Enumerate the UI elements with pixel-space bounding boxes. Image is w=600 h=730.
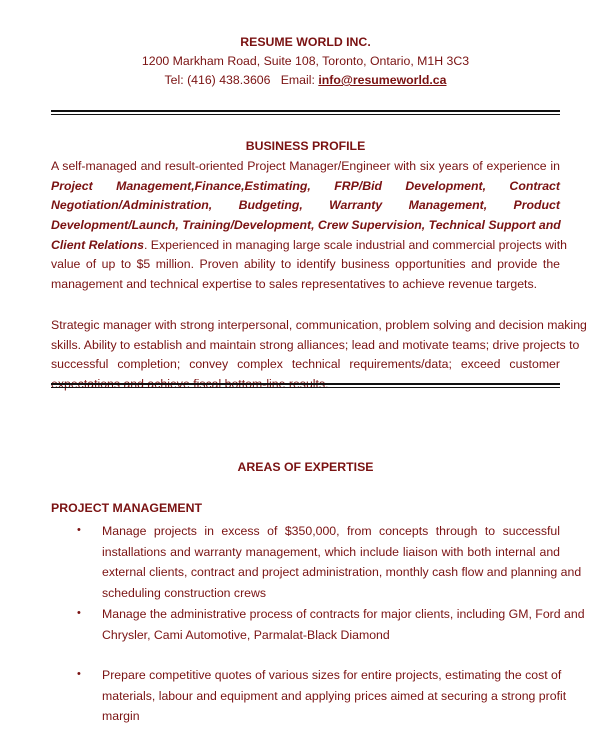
company-name: RESUME WORLD INC. bbox=[240, 35, 371, 49]
contact-line bbox=[51, 73, 560, 87]
text-segment: skills. Ability to establish and maintain strong alliances; lead and motivate teams; drive projects to bbox=[51, 337, 580, 352]
section-divider bbox=[51, 383, 560, 388]
text-segment: Chrysler, Cami Automotive, Parmalat-Black Diamond bbox=[102, 627, 390, 642]
text-segment: materials, labour and equipment and applying prices aimed at securing a strong profit bbox=[102, 688, 567, 703]
paragraph-line bbox=[102, 686, 567, 707]
bullet-icon: • bbox=[77, 668, 81, 680]
paragraph-line bbox=[102, 542, 560, 563]
phone-text: Tel: (416) 438.3606 Email: bbox=[164, 73, 319, 87]
skill-keywords: Negotiation/Administration, Budgeting, Warranty Management, Product bbox=[51, 198, 560, 213]
paragraph-line bbox=[102, 583, 560, 604]
paragraph-line bbox=[51, 196, 560, 216]
project-management-heading: PROJECT MANAGEMENT bbox=[51, 501, 202, 515]
expertise-bullet-item bbox=[102, 521, 582, 603]
paragraph-line bbox=[51, 236, 568, 256]
paragraph-line bbox=[102, 625, 560, 646]
paragraph-line bbox=[51, 275, 560, 295]
paragraph-line bbox=[102, 562, 582, 583]
text-segment: Strategic manager with strong interpersonal, communication, problem solving and decision making bbox=[51, 318, 587, 332]
expertise-bullet-item bbox=[102, 604, 585, 645]
skill-keywords: Development/Launch, Training/Development, Crew Supervision, Technical Support and bbox=[51, 218, 561, 233]
business-profile-heading: BUSINESS PROFILE bbox=[245, 139, 366, 153]
text-segment: Manage projects in excess of $350,000, from concepts through to successful bbox=[102, 524, 560, 538]
text-segment: A self-managed and result-oriented Project Manager/Engineer with six years of experience in bbox=[51, 159, 560, 173]
company-address: 1200 Markham Road, Suite 108, Toronto, Ontario, M1H 3C3 bbox=[141, 54, 470, 68]
paragraph-line bbox=[102, 706, 560, 727]
paragraph-line bbox=[51, 216, 560, 236]
text-segment: value of up to $5 million. Proven ability to identify business opportunities and provide the bbox=[51, 257, 560, 272]
paragraph-line bbox=[102, 521, 560, 542]
skill-keywords: Project Management,Finance,Estimating, FRP/Bid Development, Contract bbox=[51, 178, 560, 193]
paragraph-line bbox=[51, 255, 560, 275]
paragraph-line bbox=[51, 177, 560, 197]
paragraph-line bbox=[102, 604, 585, 625]
text-segment: management and technical expertise to sales representatives to achieve revenue targets. bbox=[51, 277, 538, 292]
paragraph-line bbox=[51, 316, 587, 336]
areas-of-expertise-heading: AREAS OF EXPERTISE bbox=[237, 460, 374, 474]
paragraph-line bbox=[51, 355, 560, 375]
email-link[interactable]: info@resumeworld.ca bbox=[318, 73, 447, 87]
text-segment: . Experienced in managing large scale industrial and commercial projects with bbox=[143, 237, 568, 252]
text-segment: margin bbox=[102, 709, 140, 723]
paragraph-line bbox=[102, 665, 560, 686]
bullet-icon: • bbox=[77, 607, 81, 619]
paragraph-line bbox=[51, 157, 560, 177]
text-segment: Prepare competitive quotes of various sizes for entire projects, estimating the cost of bbox=[102, 668, 562, 682]
skill-keywords: Client Relations bbox=[51, 237, 144, 252]
section-divider bbox=[51, 110, 560, 115]
expertise-bullet-item bbox=[102, 665, 567, 727]
bullet-icon: • bbox=[77, 524, 81, 536]
text-segment: scheduling construction crews bbox=[102, 585, 267, 600]
profile-paragraph-1 bbox=[51, 157, 568, 295]
paragraph-line bbox=[51, 336, 580, 356]
text-segment: successful completion; convey complex technical requirements/data; exceed customer bbox=[51, 357, 560, 372]
text-segment: installations and warranty management, which include liaison with both internal and bbox=[102, 544, 560, 559]
text-segment: Manage the administrative process of contracts for major clients, including GM, Ford and bbox=[102, 607, 585, 621]
text-segment: external clients, contract and project administration, monthly cash flow and planning and bbox=[102, 565, 582, 579]
